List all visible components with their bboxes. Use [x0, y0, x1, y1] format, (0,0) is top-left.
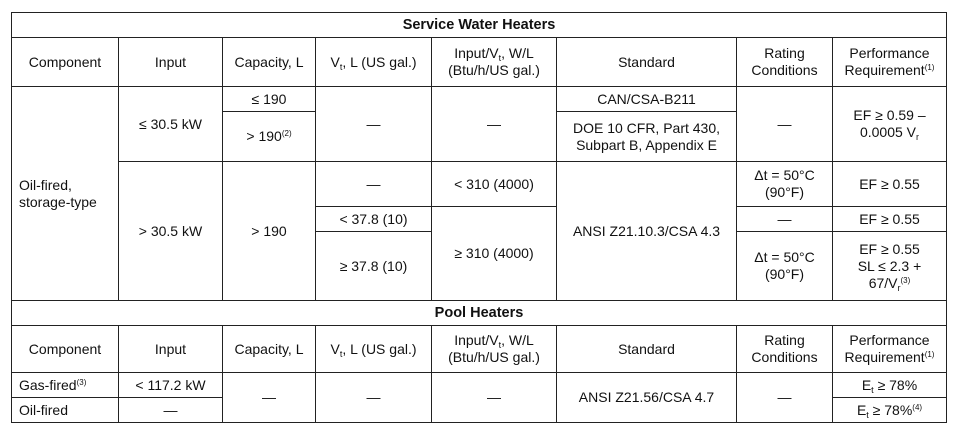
performance-oil-et: $E_t \ge 78\%^{(4)}$ — [833, 398, 947, 423]
input-per-vt-dash: — — [432, 87, 557, 162]
performance-ef-1: EF ≥ 0.55 — [833, 162, 947, 207]
performance-gas-et: $E_t \ge 78\%$ — [833, 373, 947, 398]
pool-header-component: Component — [12, 326, 119, 373]
component-oil-fired-storage: Oil-fired, storage-type — [12, 87, 119, 301]
pool-header-rating-conditions: Rating Conditions — [737, 326, 833, 373]
heaters-table — [11, 12, 947, 423]
capacity-le-190: ≤ 190 — [223, 87, 316, 112]
pool-header-vt: $V_t$, L (US gal.) — [316, 326, 432, 373]
pool-input-per-vt-dash: — — [432, 373, 557, 423]
pool-header-performance-requirement: Performance Requirement$^{(1)}$ — [833, 326, 947, 373]
table-row — [12, 373, 947, 398]
pool-input-gas: < 117.2 kW — [119, 373, 223, 398]
header-component: Component — [12, 38, 119, 87]
pool-header-standard: Standard — [557, 326, 737, 373]
header-input-per-vt: Input/$V_t$, W/L (Btu/h/US gal.) — [432, 38, 557, 87]
component-gas-fired: Gas-fired$^{(3)}$ — [12, 373, 119, 398]
standard-ansi-z21-10: ANSI Z21.10.3/CSA 4.3 — [557, 162, 737, 301]
rating-delta-t-1: Δt = 50°C (90°F) — [737, 162, 833, 207]
input-per-vt-ge: ≥ 310 (4000) — [432, 207, 557, 301]
table-row — [12, 87, 947, 112]
table-row — [12, 162, 947, 207]
pool-capacity-dash: — — [223, 373, 316, 423]
standard-doe: DOE 10 CFR, Part 430, Subpart B, Appendix E — [557, 112, 737, 162]
performance-ef-sl: EF ≥ 0.55 SL ≤ 2.3 + $67/V_r^{(3)}$ — [833, 232, 947, 301]
header-capacity: Capacity, L — [223, 38, 316, 87]
header-performance-requirement: Performance Requirement$^{(1)}$ — [833, 38, 947, 87]
performance-small: EF ≥ 0.59 – 0.0005 $V_r$ — [833, 87, 947, 162]
rating-delta-t-2: Δt = 50°C (90°F) — [737, 232, 833, 301]
header-standard: Standard — [557, 38, 737, 87]
standard-can-csa: CAN/CSA-B211 — [557, 87, 737, 112]
service-water-heaters-title: Service Water Heaters — [12, 13, 947, 38]
header-vt: $V_t$, L (US gal.) — [316, 38, 432, 87]
component-oil-fired: Oil-fired — [12, 398, 119, 423]
vt-dash: — — [316, 87, 432, 162]
service-header-row — [12, 38, 947, 87]
pool-vt-dash: — — [316, 373, 432, 423]
pool-header-input-per-vt: Input/$V_t$, W/L (Btu/h/US gal.) — [432, 326, 557, 373]
rating-dash-2: — — [737, 207, 833, 232]
pool-input-oil: — — [119, 398, 223, 423]
performance-ef-2: EF ≥ 0.55 — [833, 207, 947, 232]
input-per-vt-lt: < 310 (4000) — [432, 162, 557, 207]
header-rating-conditions: Rating Conditions — [737, 38, 833, 87]
header-input: Input — [119, 38, 223, 87]
pool-rating-dash: — — [737, 373, 833, 423]
input-small: ≤ 30.5 kW — [119, 87, 223, 162]
capacity-large: > 190 — [223, 162, 316, 301]
pool-header-capacity: Capacity, L — [223, 326, 316, 373]
vt-dash-large: — — [316, 162, 432, 207]
pool-header-row — [12, 326, 947, 373]
pool-header-input: Input — [119, 326, 223, 373]
pool-heaters-title: Pool Heaters — [12, 301, 947, 326]
capacity-gt-190: > $190^{(2)}$ — [223, 112, 316, 162]
standard-ansi-z21-56: ANSI Z21.56/CSA 4.7 — [557, 373, 737, 423]
vt-ge-37-8: ≥ 37.8 (10) — [316, 232, 432, 301]
rating-dash: — — [737, 87, 833, 162]
vt-lt-37-8: < 37.8 (10) — [316, 207, 432, 232]
input-large: > 30.5 kW — [119, 162, 223, 301]
